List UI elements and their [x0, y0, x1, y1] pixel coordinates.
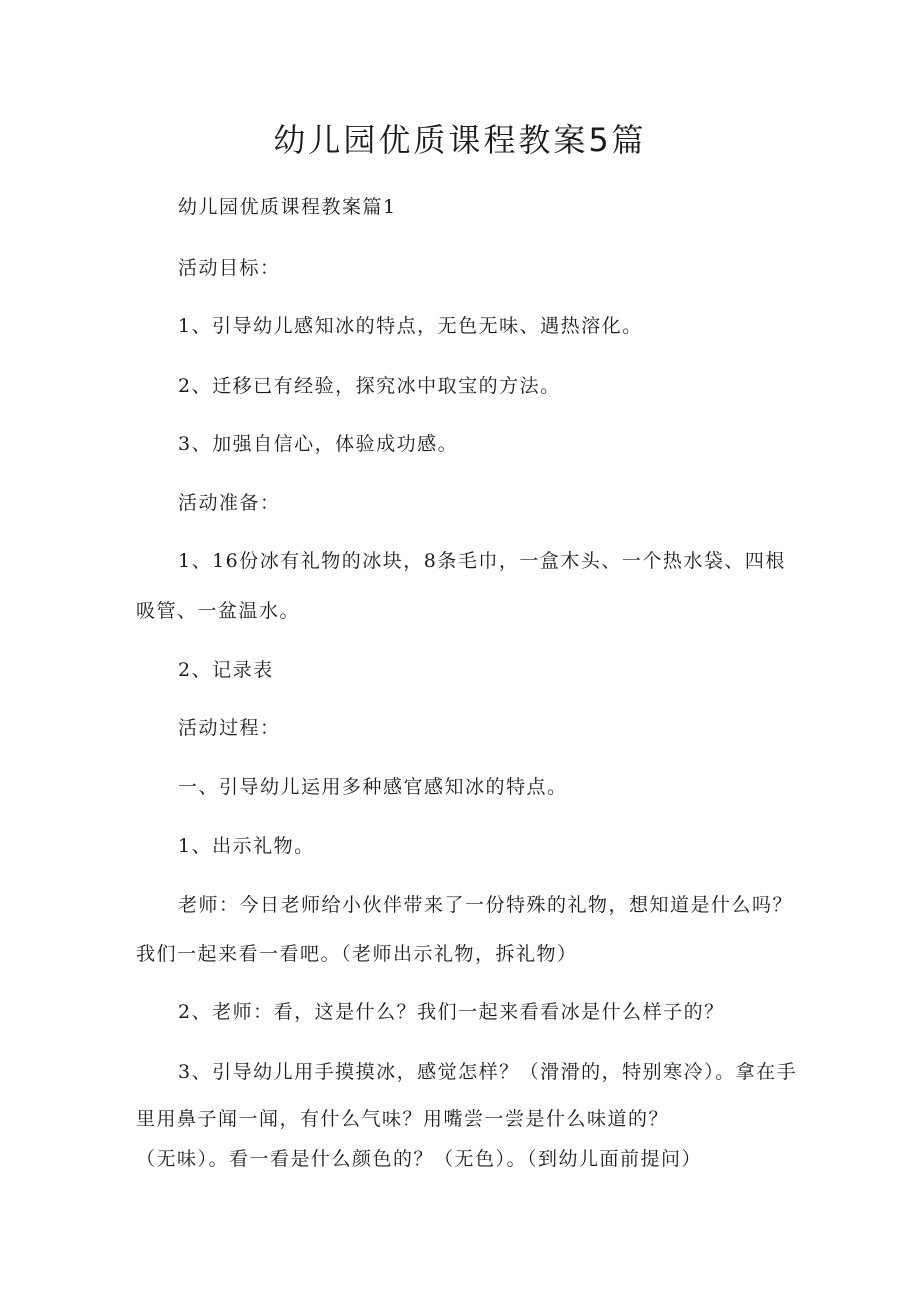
- process-step-3-line-3: （无味）。看一看是什么颜色的？（无色）。（到幼儿面前提问）: [136, 1148, 703, 1170]
- process-label: 活动过程：: [178, 717, 281, 739]
- prep-item-2: 2、记录表: [178, 659, 274, 681]
- process-step-3-line-1: 3、引导幼儿用手摸摸冰，感觉怎样？（滑滑的，特别寒冷）。拿在手: [178, 1061, 798, 1083]
- document-title: 幼儿园优质课程教案5篇: [273, 121, 647, 159]
- teacher-line-1: 老师：今日老师给小伙伴带来了一份特殊的礼物，想知道是什么吗？: [178, 894, 794, 916]
- process-step-3-line-2: 里用鼻子闻一闻，有什么气味？用嘴尝一尝是什么味道的？: [136, 1108, 670, 1130]
- goal-item-2: 2、迁移已有经验，探究冰中取宝的方法。: [178, 375, 561, 397]
- goal-item-1: 1、引导幼儿感知冰的特点，无色无味、遇热溶化。: [178, 315, 643, 337]
- goals-label: 活动目标：: [178, 257, 281, 279]
- prep-label: 活动准备：: [178, 492, 281, 514]
- prep-item-1-line-1: 1、16份冰有礼物的冰块，8条毛巾，一盒木头、一个热水袋、四根: [178, 550, 786, 572]
- section-heading: 幼儿园优质课程教案篇1: [178, 196, 397, 218]
- process-step-1: 1、出示礼物。: [178, 835, 315, 857]
- teacher-line-2: 我们一起来看一看吧。（老师出示礼物，拆礼物）: [136, 943, 578, 965]
- process-step-2: 2、老师：看，这是什么？我们一起来看看冰是什么样子的？: [178, 1001, 725, 1023]
- goal-item-3: 3、加强自信心，体验成功感。: [178, 433, 459, 455]
- prep-item-1-line-2: 吸管、一盆温水。: [136, 600, 301, 622]
- process-step-one: 一、引导幼儿运用多种感官感知冰的特点。: [178, 776, 568, 798]
